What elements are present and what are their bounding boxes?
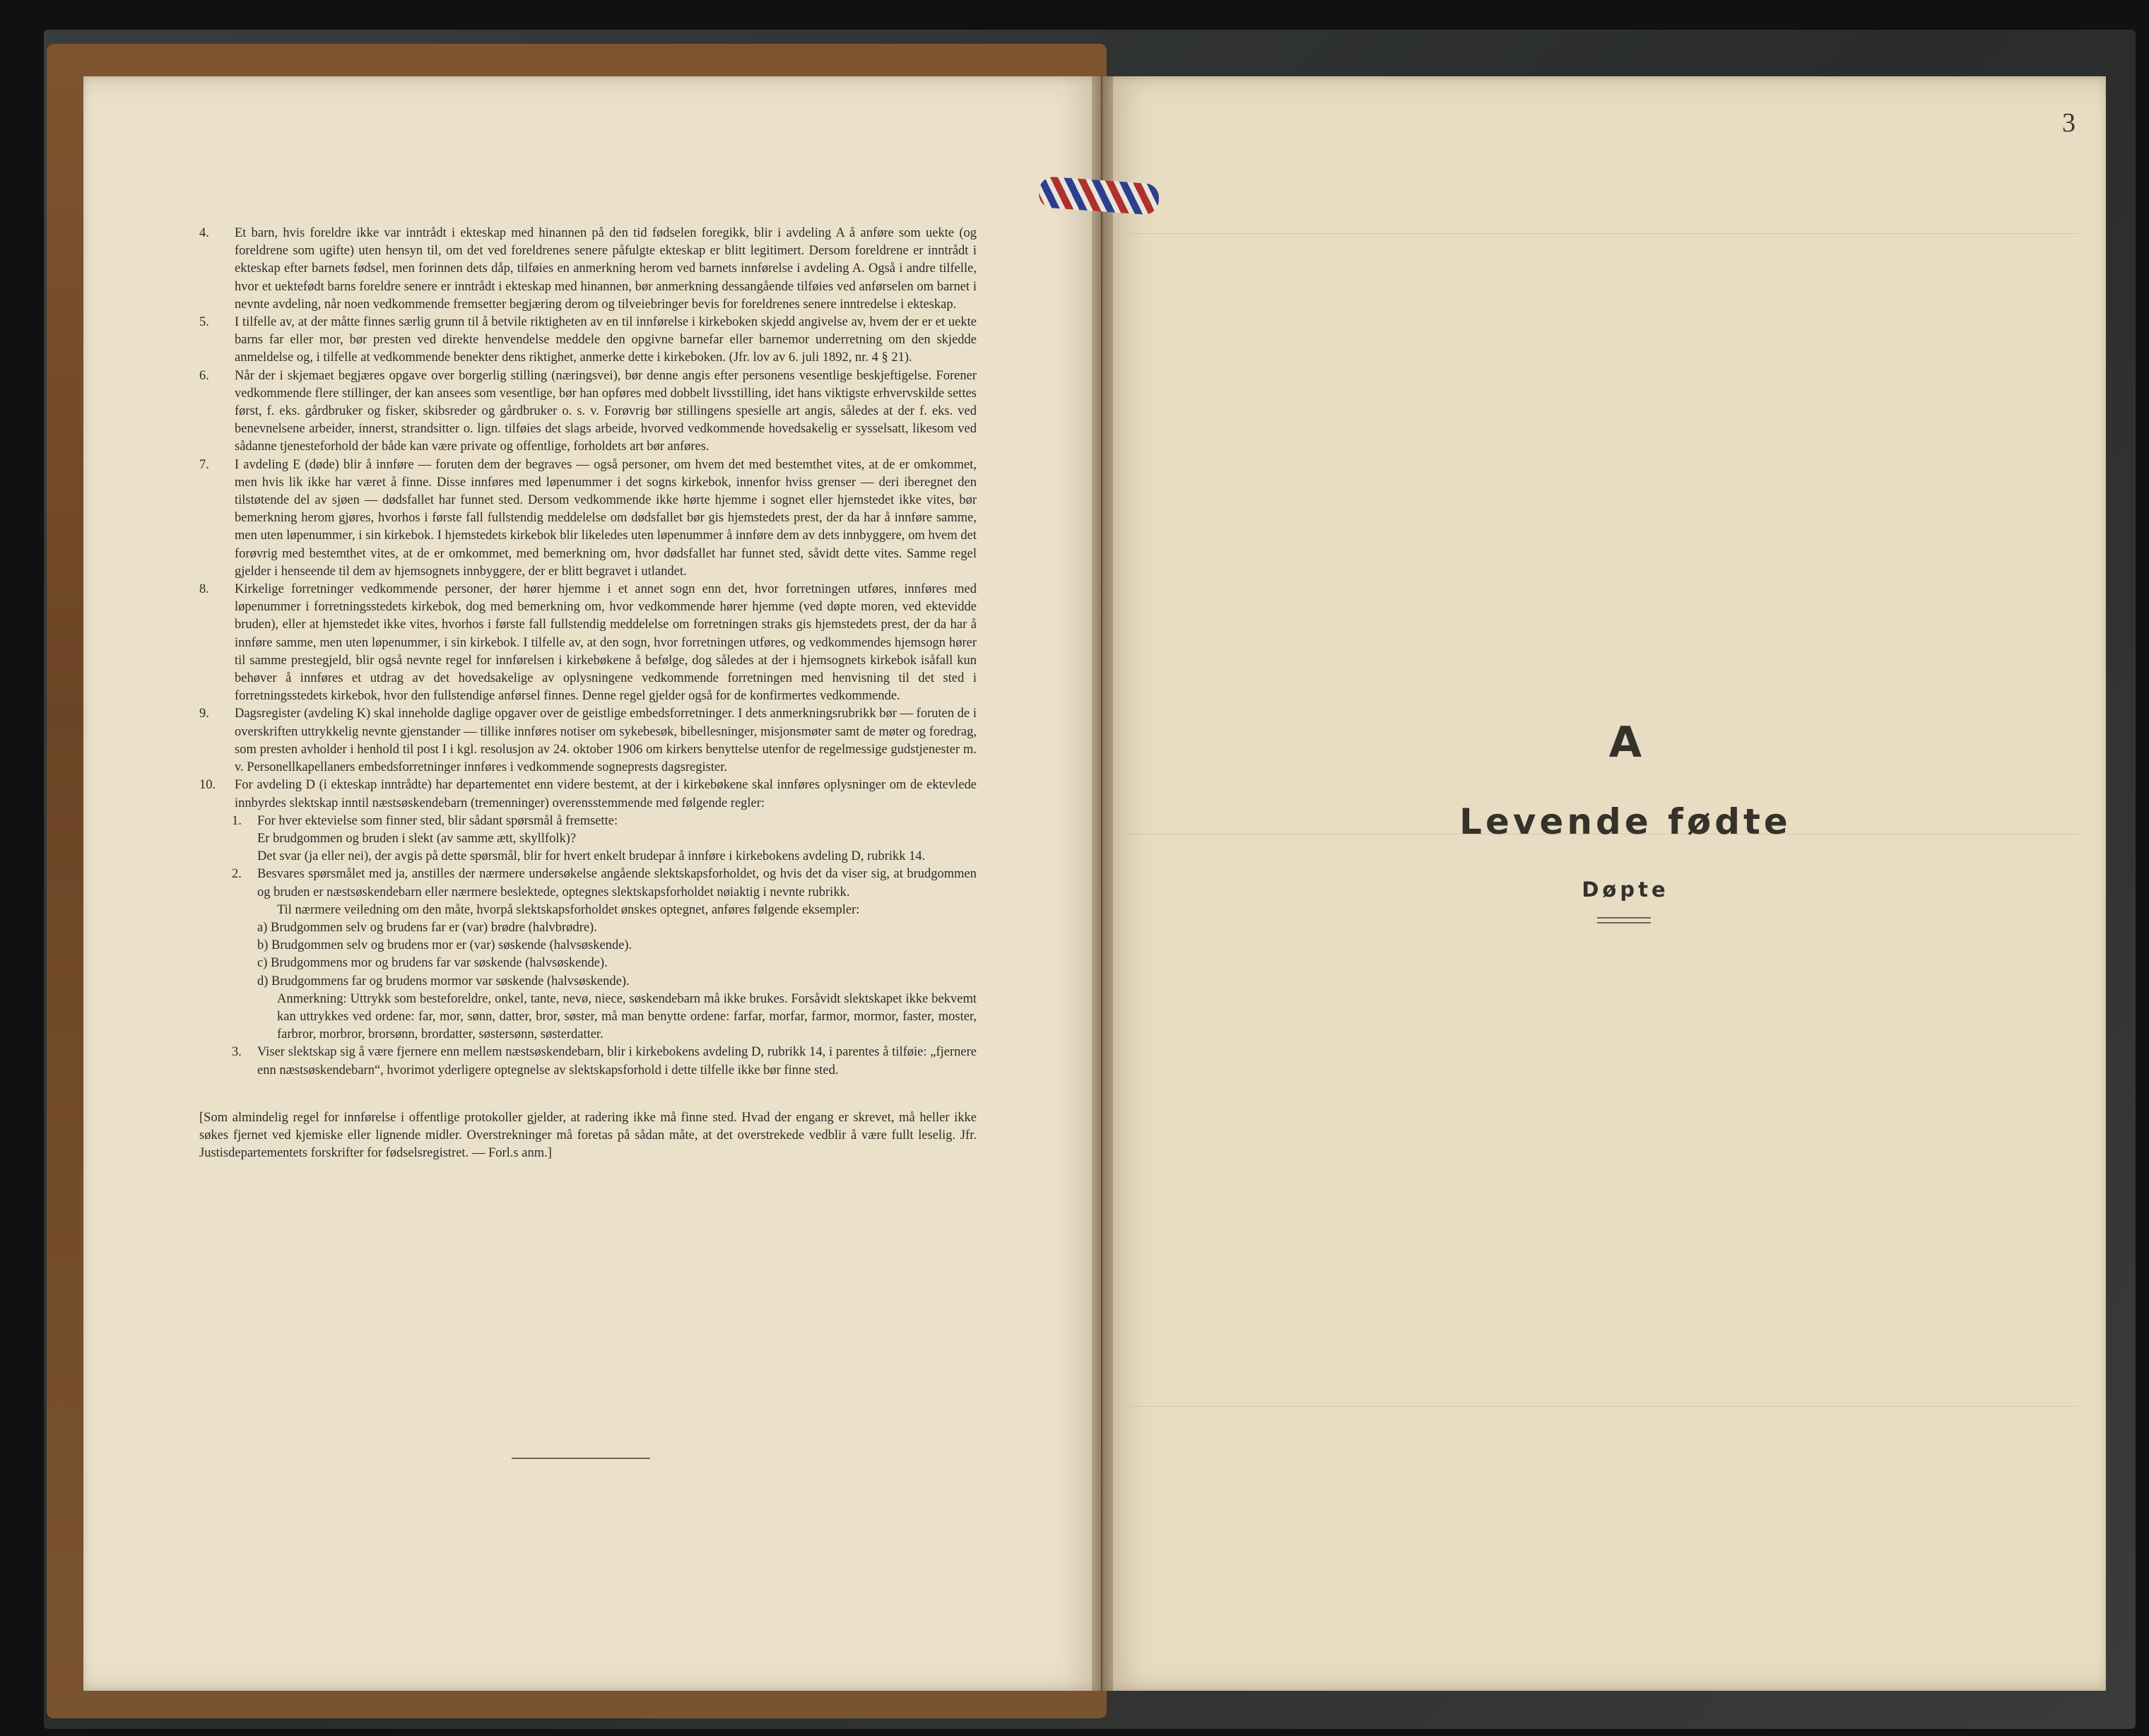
instruction-item: [199, 705, 977, 777]
instruction-item: [199, 314, 977, 367]
item-number: 4.: [199, 226, 209, 240]
rule-1: [199, 813, 977, 830]
item-number: 7.: [199, 457, 209, 472]
rule-number: 2.: [232, 867, 242, 882]
instruction-item: [199, 367, 977, 456]
double-rule: [1597, 917, 1651, 923]
rule-3: [199, 1044, 977, 1079]
instruction-item: [199, 225, 977, 314]
example-line: c) Brudgommens mor og brudens far var søskende (halvsøskende).: [257, 956, 608, 971]
item-text: Kirkelige forretninger vedkommende personer, der hører hjemme i et annet sogn enn det, hvor forretningen utføres, innføres med løpenummer i forretningsstedets kirkebok, dog med bemerkning om, hvor vedkommende hører hjemme (ved døpte moren, ved ektevidde bruden), eller at hjemstedet ikke vites, hvorhos i første fall fullstendig meddelelse om forretningen straks gis hjemstedets prest, der da har å innføre samme, men uten løpenummer, i sin kirkebok. I tilfelle av, at den sogn, hvor forretningen utføres, og vedkommendes hjemsogn hører til samme prestegjeld, blir også nevnte regel for innførelsen i kirkebøkene å befølge, dog således at der i hjemsognets kirkebok isåfall kun behøver å innføres et utdrag av det hovedsakelige av oplysningene vedkommende forretningen med henvisning til det sted i forretningsstedets kirkebok, hvor den fullstendige anførsel finnes. Denne regel gjelder også for de konfirmertes vedkommende.: [235, 582, 977, 704]
item-text: Et barn, hvis foreldre ikke var inntrådt i ekteskap med hinannen på den tid fødselen foregikk, blir i avdeling A å anføre som uekte (og foreldrene som ugifte) uten hensyn til, om det ved foreldrenes senere påfulgte ekteskap er blitt legitimert. Dersom foreldrene er inntrådt i ekteskap efter barnets fødsel, men forinnen dets dåp, tilføies en anmerkning herom ved barnets innførelse i avdeling A. Også i andre tilfelle, hvor et uektefødt barns foreldre senere er inntrådt i ekteskap med hinannen, bør anmerkning dessangående tilføies ved anførselen om barnet i nevnte avdeling, når noen vedkommende fremsetter begjæring derom og tilveiebringer bevis for foreldrenes senere inntredelse i ekteskap.: [235, 226, 977, 312]
ruled-line: [1131, 233, 2078, 234]
example-line: d) Brudgommens far og brudens mormor var søskende (halvsøskende).: [257, 974, 630, 988]
item-text: Dagsregister (avdeling K) skal inneholde daglige opgaver over de geistlige embedsforretninger. I dets anmerkningsrubrikk bør — foruten de i overskriften uttrykkelig nevnte gjenstander — tillike innføres notiser om sykebesøk, bibellesninger, misjonsmøter samt de møter og foredrag, som presten avholder i henhold til post I i kgl. resolusjon av 24. oktober 1906 om kirkers benyttelse utenfor de regelmessige gudstjenester m. v. Personellkapellaners embedsforretninger innføres i vedkommende sogneprests dagsregister.: [235, 707, 977, 775]
publisher-note: [Som almindelig regel for innførelse i offentlige protokoller gjelder, at radering ikke må finne sted. Hvad der engang er skrevet, må heller ikke søkes fjernet ved kjemiske eller lignende midler. Overstrekninger må foretas på sådan måte, at det overstrekede vedblir å være fullt leselig. Jfr. Justisdepartementets forskrifter for fødselsregistret. — Forl.s anm.]: [199, 1110, 977, 1161]
instruction-item: [199, 581, 977, 705]
item-number: 6.: [199, 368, 209, 383]
section-letter: A: [1608, 718, 1642, 767]
page-number: 3: [2062, 108, 2076, 138]
item-number: 5.: [199, 315, 209, 330]
example-line: a) Brudgommen selv og brudens far er (var) brødre (halvbrødre).: [257, 920, 597, 935]
rule-text: Besvares spørsmålet med ja, anstilles der nærmere undersøkelse angående slektskapsforholdet, og hvis det da viser sig, at brudgommen og bruden er næstsøskendebarn eller nærmere beslektede, optegnes slektskapsforholdet nøiaktig i nevnte rubrikk.: [257, 867, 977, 899]
item-number: 10.: [199, 778, 216, 793]
rule-text: Viser slektskap sig å være fjernere enn mellem næstsøskendebarn, blir i kirkebokens avdeling D, rubrikk 14, i parentes å tilføie: „fjernere enn næstsøskendebarn“, hvorimot yderligere optegnelse av slektskapsforhold i dette tilfelle ikke bør finne sted.: [257, 1045, 977, 1077]
rule-1-question: Er brudgommen og bruden i slekt (av samme ætt, skyllfolk)?: [257, 831, 577, 846]
rule-intro: For hver ektevielse som finner sted, blir sådant spørsmål å fremsette:: [257, 813, 618, 828]
rule-number: 1.: [232, 813, 242, 828]
section-title: Levende fødte: [1459, 801, 1791, 842]
instruction-item: [199, 456, 977, 581]
instruction-item: [199, 777, 977, 812]
rule-1-answer: Det svar (ja eller nei), der avgis på dette spørsmål, blir for hvert enkelt brudepar å innføre i kirkebokens avdeling D, rubrikk 14.: [257, 849, 926, 864]
divider-rule: [512, 1458, 650, 1459]
book-gutter: [1092, 76, 1113, 1691]
item-text: For avdeling D (i ekteskap inntrådte) har departementet enn videre bestemt, at der i kirkebøkene skal innføres oplysninger om de ektevlede innbyrdes slektskap inntil næstsøskendebarn (tremenninger) overensstemmende med følgende regler:: [235, 778, 977, 810]
rule-2-guidance: Til nærmere veiledning om den måte, hvorpå slektskapsforholdet ønskes optegnet, anføres følgende eksempler:: [277, 902, 860, 917]
item-number: 9.: [199, 707, 209, 721]
ruled-line: [1131, 1406, 2078, 1407]
example-line: b) Brudgommen selv og brudens mor er (var) søskende (halvsøskende).: [257, 938, 632, 953]
section-subtitle: Døpte: [1582, 878, 1669, 902]
rule-2: [199, 866, 977, 901]
item-text: I tilfelle av, at der måtte finnes særlig grunn til å betvile riktigheten av en til innførelse i kirkeboken skjedd angivelse av, hvem der er et uekte barns far eller mor, bør presten ved direkte henvendelse meddele den opgivne barnefar eller barnemor underretning om den skjedde anmeldelse og, i tilfelle at vedkommende benekter dens riktighet, anmerke dette i kirkeboken. (Jfr. lov av 6. juli 1892, nr. 4 § 21).: [235, 315, 977, 365]
instructions-text: [199, 225, 977, 1162]
item-text: I avdeling E (døde) blir å innføre — foruten dem der begraves — også personer, om hvem det med bestemthet vites, at de er omkommet, men hvis lik ikke har været å finne. Disse innføres med løpenummer i det sogns kirkebok, innenfor hviss grenser — deri iberegnet den tilstøtende del av sjøen — dødsfallet har funnet sted. Dersom vedkommende ikke hørte hjemme i sognet eller hjemstedet ikke vites, bør bemerkning herom gjøres, hvorhos i første fall fullstendig meddelelse om dødsfallet bør gis hjemstedets prest, der da har å innføre samme, men uten løpenummer, i sin kirkebok. I hjemstedets kirkebok blir likeledes uten løpenummer å innføre dem av dets innbyggere, om hvem det forøvrig med bestemthet vites, at de er omkommet, med bemerkning om, hvor dødsfallet har funnet sted, såvidt dette vites. Samme regel gjelder i henseende til dem av hjemsognets innbyggere, der er blitt begravet i utlandet.: [235, 457, 977, 579]
item-text: Når der i skjemaet begjæres opgave over borgerlig stilling (næringsvei), bør denne angis efter personens vesentlige beskjeftigelse. Forener vedkommende flere stillinger, der kan ansees som vesentlige, bør han opføres med dobbelt livsstilling, idet hans viktigste erhvervskilde settes først, f. eks. gårdbruker og fisker, skibsreder og gårdbruker o. s. v. Forøvrig bør stillingens spesielle art angis, således at der f. eks. ved benevnelsene arbeider, innerst, strandsitter o. lign. tilføies det slags arbeide, hvorved vedkommende hovedsakelig er sysselsatt, likesom ved sådanne tjenesteforhold der både kan være private og offentlige, forholdets art bør anføres.: [235, 368, 977, 454]
rule-number: 3.: [232, 1045, 242, 1060]
item-number: 8.: [199, 582, 209, 597]
rule-2-remark: Anmerkning: Uttrykk som besteforeldre, onkel, tante, nevø, niece, søskendebarn må ikke brukes. Forsåvidt slektskapet ikke bekvemt kan uttrykkes ved ordene: far, mor, sønn, datter, bror, søster, må man benytte ordene: farfar, morfar, farmor, mormor, faster, moster, farbror, morbror, brorsønn, brordatter, søstersønn, søsterdatter.: [277, 991, 977, 1042]
